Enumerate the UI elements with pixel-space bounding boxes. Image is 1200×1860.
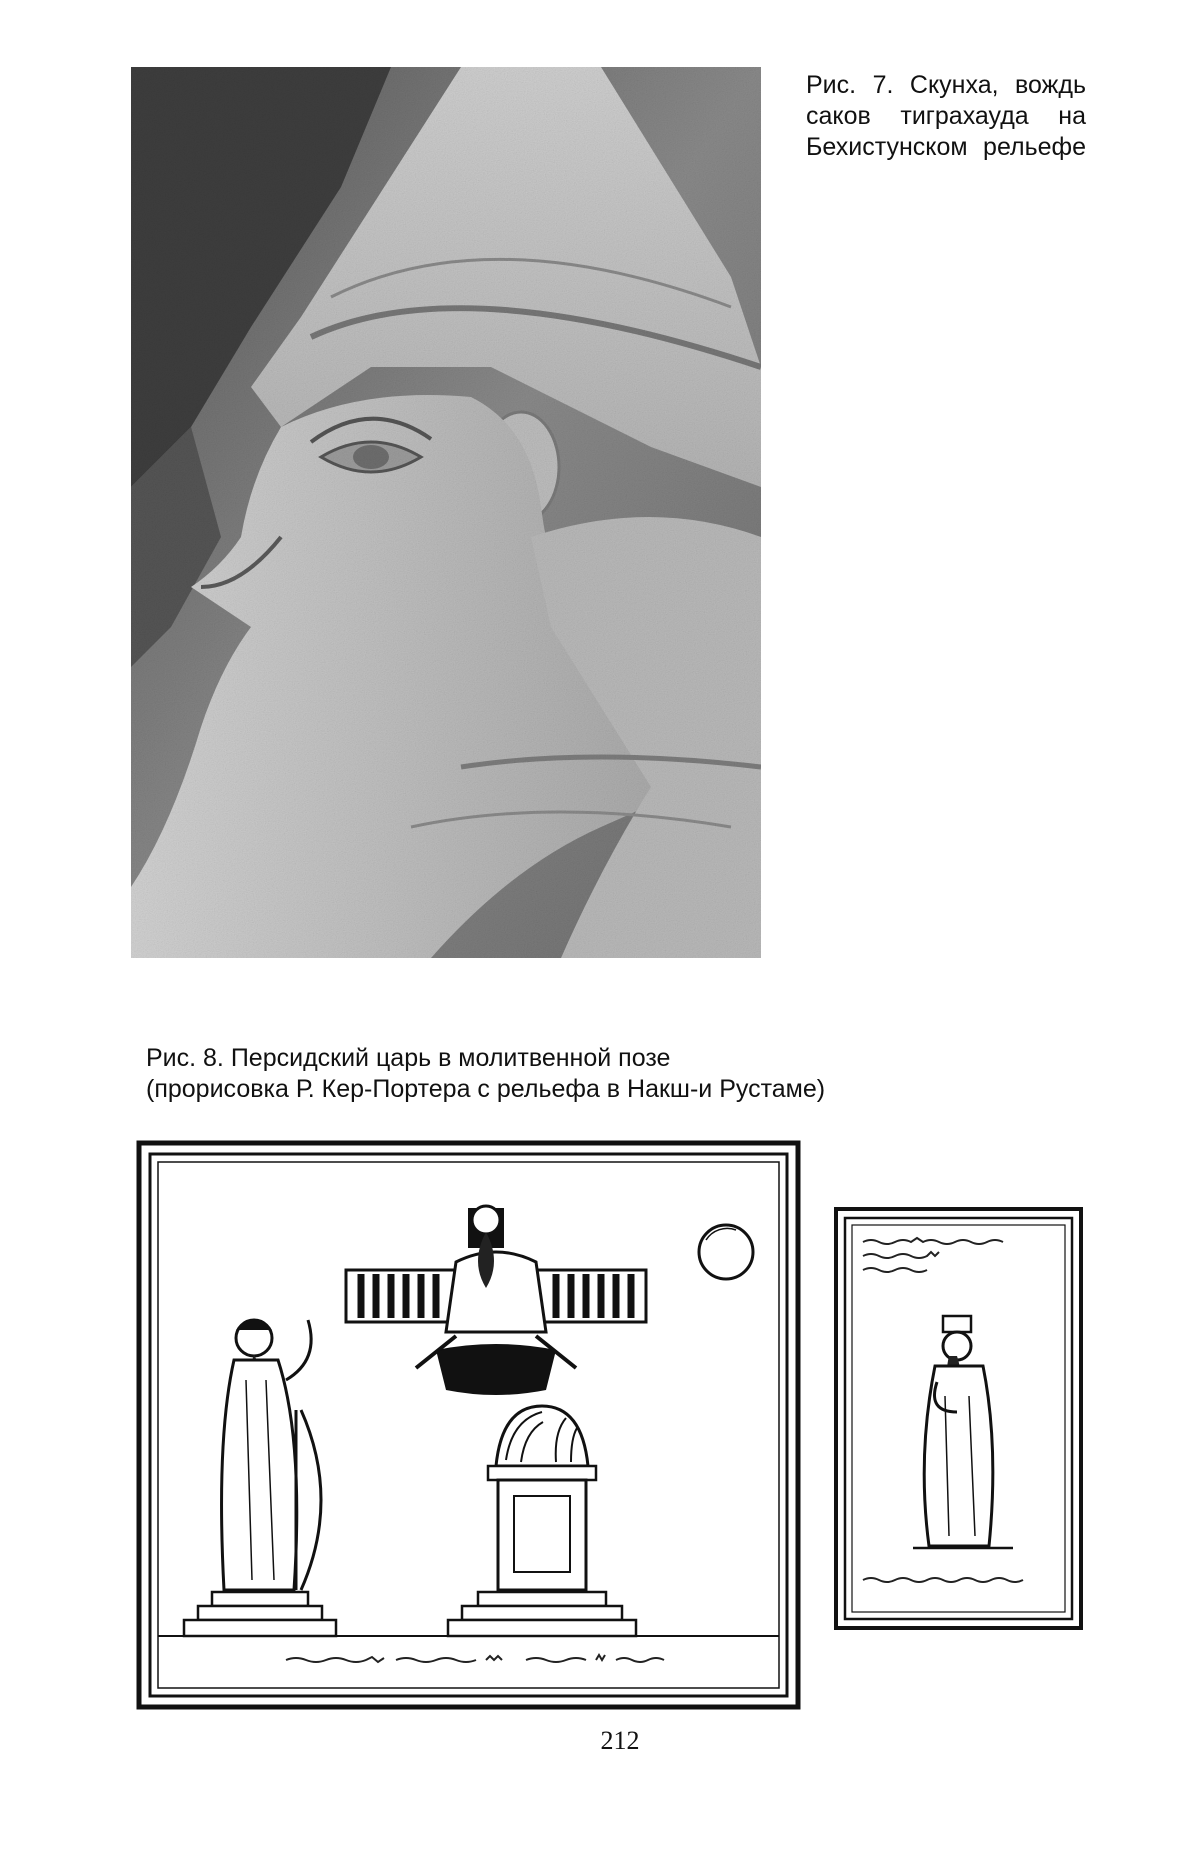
figure-8-caption-line: (прорисовка Р. Кер-Портера с рельефа в Накш-и Рустаме) — [146, 1075, 826, 1103]
ker-porter-drawing — [136, 1140, 801, 1710]
skunkha-head-relief — [131, 67, 761, 958]
relief-photograph — [131, 67, 761, 958]
figure-7-caption-line: Рис. 7. Скунха, вождь — [806, 71, 1086, 99]
figure-7-caption — [806, 70, 1086, 163]
page-number: 212 — [600, 1726, 640, 1755]
figure-7-caption-line: саков тиграхауда на — [806, 102, 1086, 130]
standing-attendant-drawing — [833, 1206, 1084, 1631]
king-at-fire-altar-drawing — [136, 1140, 801, 1710]
figure-8-caption — [146, 1043, 886, 1105]
figure-8-caption-line: Рис. 8. Персидский царь в молитвенной позе — [146, 1044, 671, 1072]
attendant-drawing — [833, 1206, 1084, 1631]
figure-7-caption-line: Бехистунском рельефе — [806, 133, 1086, 161]
